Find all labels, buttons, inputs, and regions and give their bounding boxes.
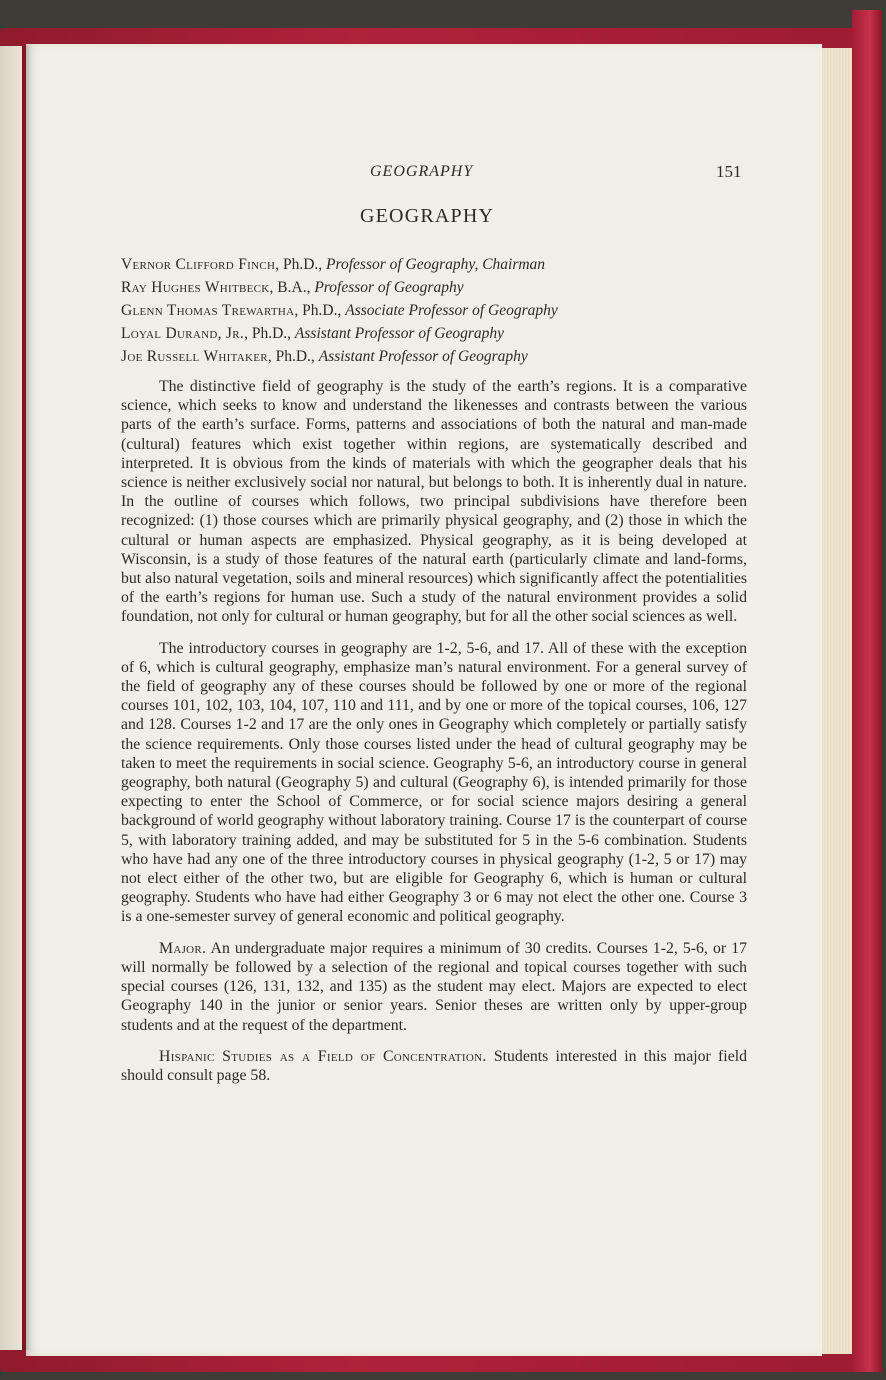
page-title: GEOGRAPHY xyxy=(360,205,495,227)
paragraph-introductory-courses: The introductory courses in geography are 1-2, 5-6, and 17. All of these with the exception of 6, which is cultural geography, emphasize man’s natural environment. For a general survey of the field of geography any of these courses should be followed by one or more of the regional courses 101, 102, 103, 104, 107, 110 and 111, and by one or more of the topical courses, 106, 127 and 128. Courses 1-2 and 17 are the only ones in Geography which completely or partially satisfy the science requirements. Only those courses listed under the head of cultural geography may be taken to meet the requirements in social science. Geography 5-6, an introductory course in general geography, both natural (Geography 5) and cultural (Geography 6), is intended primarily for those expecting to enter the School of Commerce, or for social science majors desiring a general background of world geography without laboratory training. Course 17 is the counterpart of course 5, with laboratory training added, and may be substituted for 5 in the 5-6 combination. Students who have had any one of the three introductory courses in physical geography (1-2, 5 or 17) may not elect either of the other two, but are eligible for Geography 6, which is human or cultural geography. Students who have had either Geography 3 or 6 may not elect the other one. Course 3 is a one-semester survey of general economic and political geography. xyxy=(121,639,747,926)
faculty-degree: Ph.D., xyxy=(302,302,342,319)
faculty-degree: B.A., xyxy=(277,279,311,296)
faculty-title: Assistant Professor of Geography xyxy=(294,325,505,342)
faculty-name: Loyal Durand, Jr. xyxy=(121,325,245,342)
paragraph-hispanic-studies xyxy=(121,1047,747,1085)
faculty-name: Ray Hughes Whitbeck xyxy=(121,279,270,296)
facing-page-edge xyxy=(0,46,22,1350)
faculty-degree: Ph.D., xyxy=(251,325,292,342)
faculty-row: Glenn Thomas Trewartha, Ph.D., Associate Professor of Geography xyxy=(121,302,558,319)
faculty-name: Vernor Clifford Finch xyxy=(121,256,276,273)
faculty-row: Vernor Clifford Finch, Ph.D., Professor of Geography, Chairman xyxy=(121,256,546,273)
faculty-name: Joe Russell Whitaker xyxy=(121,348,268,365)
faculty-title: Professor of Geography xyxy=(314,279,464,296)
faculty-title: Assistant Professor of Geography xyxy=(318,348,528,365)
faculty-title: Professor of Geography, Chairman xyxy=(326,256,546,273)
faculty-row: Loyal Durand, Jr., Ph.D., Assistant Professor of Geography xyxy=(121,325,505,342)
gutter-shadow xyxy=(22,46,32,1350)
paragraph-major xyxy=(121,939,747,1035)
body-text xyxy=(121,377,747,1097)
hispanic-studies-text: Students interested in this major field should consult page 58. xyxy=(121,1047,747,1084)
faculty-name: Glenn Thomas Trewartha xyxy=(121,302,295,319)
faculty-degree: Ph.D., xyxy=(282,256,323,273)
faculty-row: Joe Russell Whitaker, Ph.D., Assistant Professor of Geography xyxy=(121,348,528,365)
faculty-list xyxy=(121,253,761,368)
faculty-degree: Ph.D., xyxy=(275,348,315,365)
major-heading: Major. xyxy=(159,939,207,957)
major-text: An undergraduate major requires a minimum of 30 credits. Courses 1-2, 5-6, or 17 will normally be followed by a selection of the regional and topical courses together with such special courses (126, 131, 132, and 135) as the student may elect. Majors are expected to elect Geography 140 in the junior or senior years. Senior theses are written only by upper-group students and at the request of the department. xyxy=(121,939,748,1034)
running-head: GEOGRAPHY xyxy=(370,163,474,180)
page-number: 151 xyxy=(716,162,742,181)
faculty-title: Associate Professor of Geography xyxy=(345,302,558,319)
faculty-row: Ray Hughes Whitbeck, B.A., Professor of Geography xyxy=(121,279,464,296)
hispanic-studies-heading: Hispanic Studies as a Field of Concentration. xyxy=(159,1047,487,1065)
paragraph-introduction: The distinctive field of geography is the study of the earth’s regions. It is a comparative science, which seeks to know and understand the likenesses and contrasts between the various parts of the earth’s surface. Forms, patterns and associations of both the natural and man-made (cultural) features which exist together within regions, are systematically described and interpreted. It is obvious from the kinds of materials with which the geographer deals that his science is neither exclusively social nor natural, but belongs to both. It is inherently dual in nature. In the outline of courses which follows, two principal subdivisions have therefore been recognized: (1) those courses which are primarily physical geography, and (2) those in which the cultural or human aspects are emphasized. Physical geography, as it is being developed at Wisconsin, is a study of those features of the natural earth (particularly climate and land-forms, but also natural vegetation, soils and mineral resources) which significantly affect the potentialities of the earth’s regions for human use. Such a study of the natural environment provides a solid foundation, not only for cultural or human geography, but for all the other social sciences as well. xyxy=(121,378,747,626)
cover-edge xyxy=(852,10,882,1372)
page-stack-edge xyxy=(818,48,852,1354)
